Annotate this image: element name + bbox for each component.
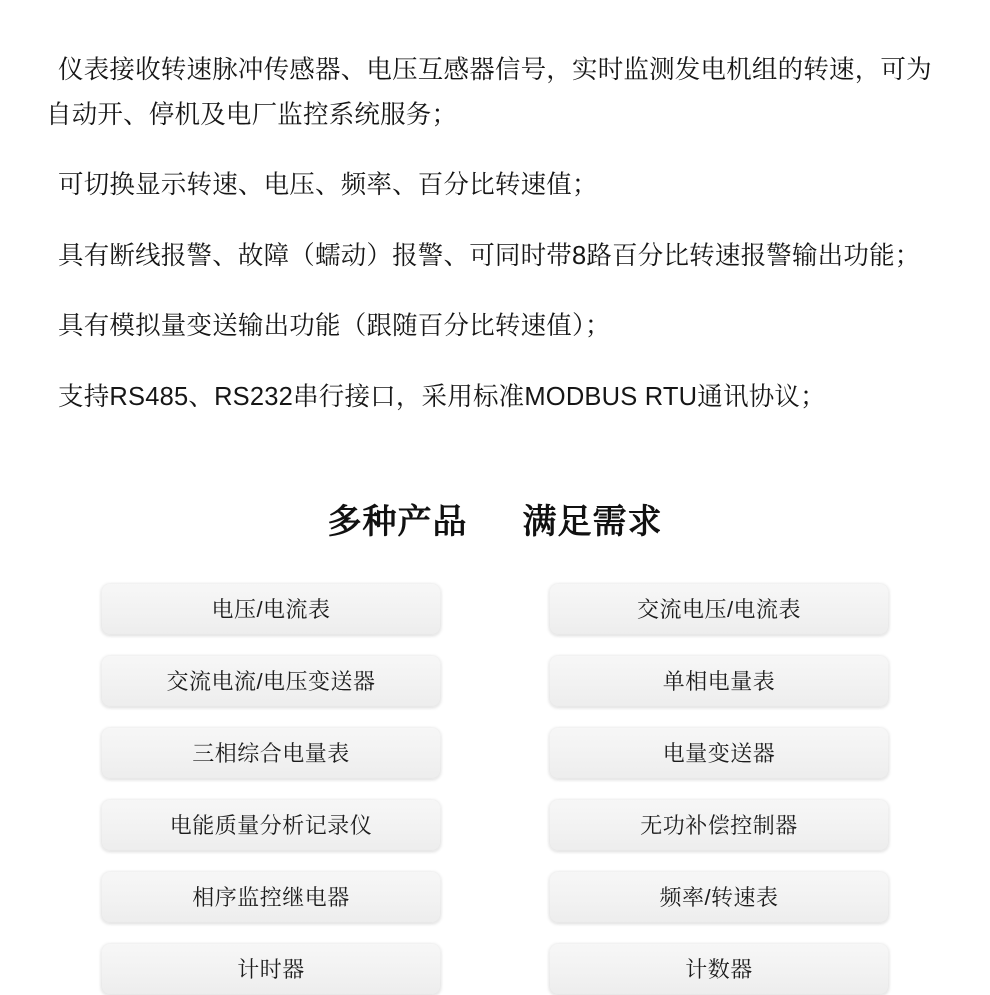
product-chip[interactable]: 电量变送器 — [549, 727, 889, 779]
product-chip[interactable]: 交流电压/电流表 — [549, 583, 889, 635]
product-column-right — [549, 583, 889, 995]
feature-line: 支持RS485、RS232串行接口，采用标准MODBUS RTU通讯协议； — [58, 382, 826, 411]
product-column-left — [101, 583, 441, 995]
product-grid — [0, 583, 990, 995]
product-chip[interactable]: 相序监控继电器 — [101, 871, 441, 923]
section-heading-right: 满足需求 — [522, 502, 663, 541]
product-chip[interactable]: 三相综合电量表 — [101, 727, 441, 779]
feature-line: 具有断线报警、故障（蠕动）报警、可同时带8路百分比转速报警输出功能； — [58, 241, 921, 270]
section-heading — [0, 494, 990, 543]
product-chip[interactable]: 单相电量表 — [549, 655, 889, 707]
product-chip[interactable]: 计数器 — [549, 943, 889, 995]
feature-list — [0, 0, 990, 420]
feature-line: 仪表接收转速脉冲传感器、电压互感器信号，实时监测发电机组的转速，可为自动开、停机及电厂监控系统服务； — [46, 55, 932, 129]
feature-line: 具有模拟量变送输出功能（跟随百分比转速值）； — [58, 312, 611, 340]
product-chip[interactable]: 计时器 — [101, 943, 441, 995]
product-chip[interactable]: 频率/转速表 — [549, 871, 889, 923]
section-heading-left: 多种产品 — [327, 502, 468, 541]
product-chip[interactable]: 无功补偿控制器 — [549, 799, 889, 851]
feature-line: 可切换显示转速、电压、频率、百分比转速值； — [58, 171, 598, 199]
product-chip[interactable]: 电能质量分析记录仪 — [101, 799, 441, 851]
product-chip[interactable]: 电压/电流表 — [101, 583, 441, 635]
product-chip[interactable]: 交流电流/电压变送器 — [101, 655, 441, 707]
